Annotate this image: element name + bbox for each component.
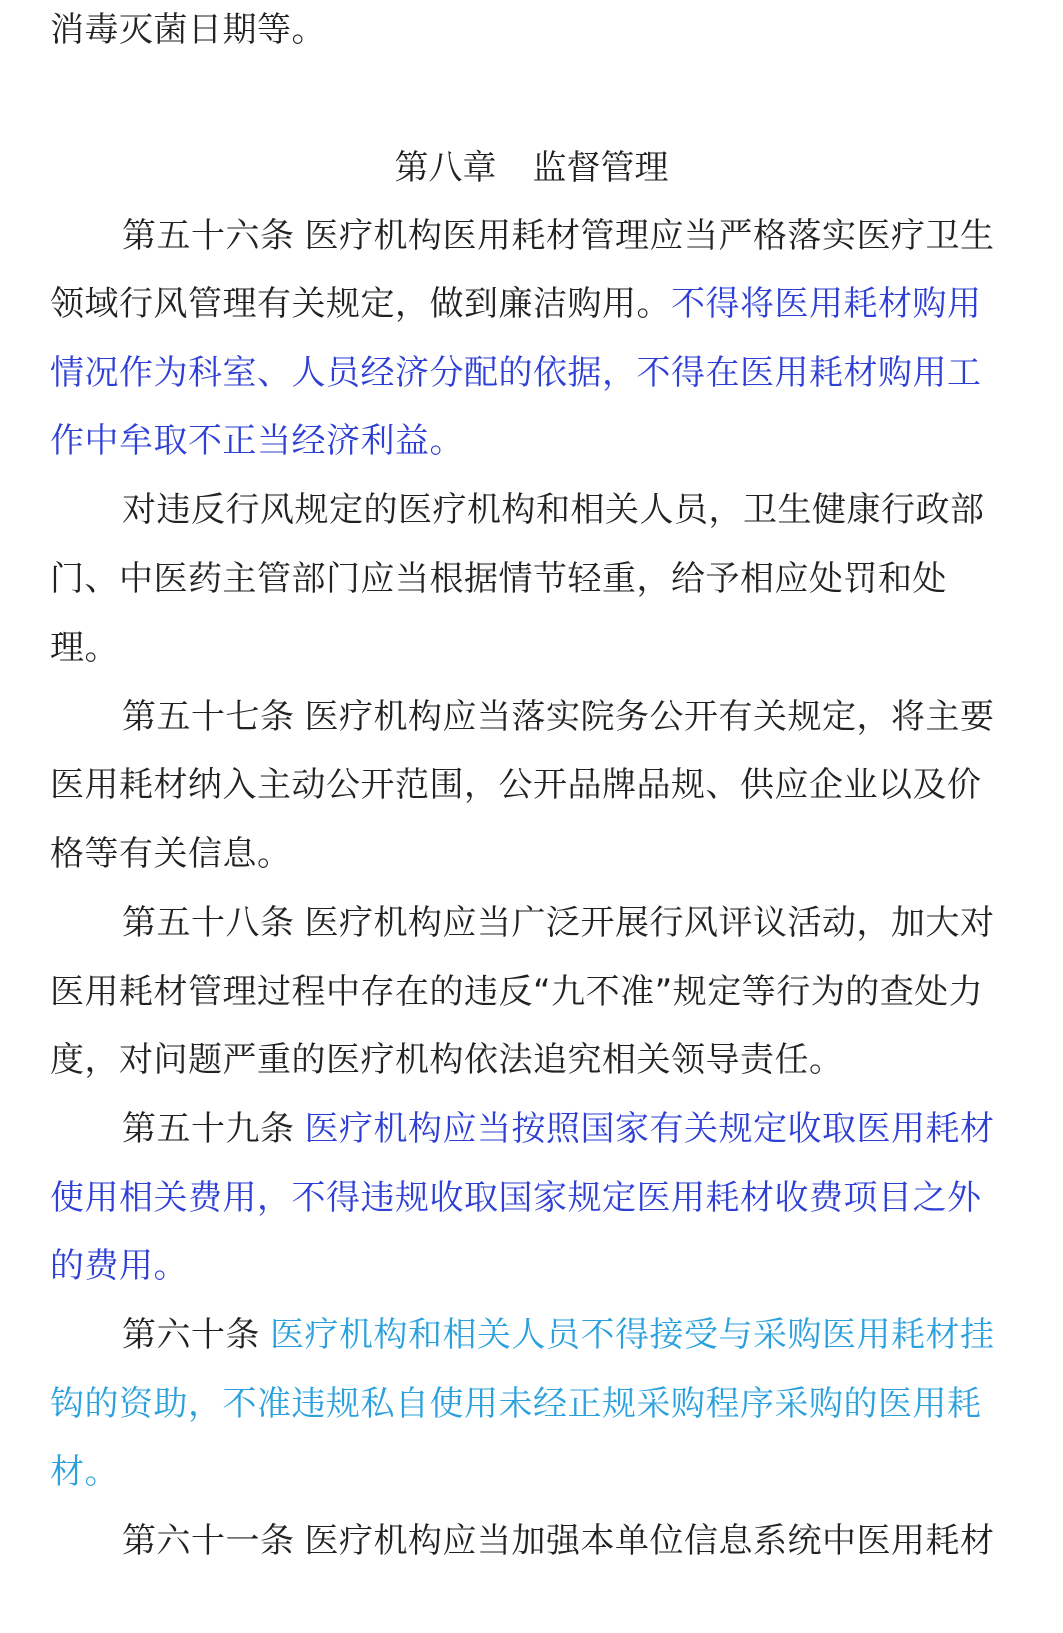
paragraph-text: 格等有关信息。 <box>50 834 292 874</box>
article-61-number: 第六十一条 <box>122 1521 295 1561</box>
article-60-number: 第六十条 <box>122 1315 260 1355</box>
violation-paragraph-line-3 <box>50 620 1020 676</box>
paragraph-text: 理。 <box>50 628 119 668</box>
article-58-number: 第五十八条 <box>122 903 295 943</box>
article-57-line-2 <box>50 757 1020 813</box>
highlighted-text: 不得将医用耗材购用 <box>671 284 982 324</box>
paragraph-text: 医用耗材管理过程中存在的违反“九不准”规定等行为的查处力 <box>50 972 984 1012</box>
article-60-line-2 <box>50 1376 1020 1432</box>
article-60-text: 医疗机构和相关人员不得接受与采购医用耗材挂 <box>270 1315 995 1355</box>
paragraph-text: 度，对问题严重的医疗机构依法追究相关领导责任。 <box>50 1040 844 1080</box>
article-56-number: 第五十六条 <box>122 216 295 256</box>
highlighted-text: 钩的资助，不准违规私自使用未经正规采购程序采购的医用耗 <box>50 1384 982 1424</box>
article-56-text: 医疗机构医用耗材管理应当严格落实医疗卫生 <box>304 216 995 256</box>
paragraph-text: 消毒灭菌日期等。 <box>50 10 326 50</box>
highlighted-text: 使用相关费用，不得违规收取国家规定医用耗材收费项目之外 <box>50 1178 982 1218</box>
paragraph-text: 门、中医药主管部门应当根据情节轻重，给予相应处罚和处 <box>50 559 947 599</box>
article-56-line-3 <box>50 345 1020 401</box>
article-60-line-1 <box>122 1307 1020 1363</box>
highlighted-text: 情况作为科室、人员经济分配的依据，不得在医用耗材购用工 <box>50 353 982 393</box>
article-59-line-2 <box>50 1170 1020 1226</box>
highlighted-text: 的费用。 <box>50 1246 188 1286</box>
chapter-title: 监督管理 <box>532 148 669 188</box>
article-61-line-1 <box>122 1513 1020 1569</box>
article-60-line-3 <box>50 1444 1020 1500</box>
article-58-line-2 <box>50 964 1020 1020</box>
article-58-line-1 <box>122 895 1020 951</box>
article-58-line-3 <box>50 1032 1020 1088</box>
article-59-number: 第五十九条 <box>122 1109 295 1149</box>
article-57-line-1 <box>122 689 1020 745</box>
article-59-line-1 <box>122 1101 1020 1157</box>
article-56-line-2 <box>50 276 1020 332</box>
violation-paragraph-line-1 <box>122 482 1020 538</box>
paragraph-text: 对违反行风规定的医疗机构和相关人员，卫生健康行政部 <box>122 490 985 530</box>
highlighted-text: 作中牟取不正当经济利益。 <box>50 421 464 461</box>
text-line-1 <box>50 2 1020 58</box>
highlighted-text: 材。 <box>50 1452 119 1492</box>
paragraph-text: 领域行风管理有关规定，做到廉洁购用。 <box>50 284 671 324</box>
chapter-number: 第八章 <box>394 148 497 188</box>
article-58-text: 医疗机构应当广泛开展行风评议活动，加大对 <box>304 903 995 943</box>
article-57-text: 医疗机构应当落实院务公开有关规定，将主要 <box>304 697 995 737</box>
article-61-text: 医疗机构应当加强本单位信息系统中医用耗材 <box>304 1521 995 1561</box>
paragraph-text: 医用耗材纳入主动公开范围，公开品牌品规、供应企业以及价 <box>50 765 982 805</box>
chapter-heading <box>0 140 1063 196</box>
article-59-line-3 <box>50 1238 1020 1294</box>
article-57-line-3 <box>50 826 1020 882</box>
article-59-text: 医疗机构应当按照国家有关规定收取医用耗材 <box>304 1109 995 1149</box>
article-56-line-1 <box>122 208 1020 264</box>
article-56-line-4 <box>50 413 1020 469</box>
violation-paragraph-line-2 <box>50 551 1020 607</box>
article-57-number: 第五十七条 <box>122 697 295 737</box>
